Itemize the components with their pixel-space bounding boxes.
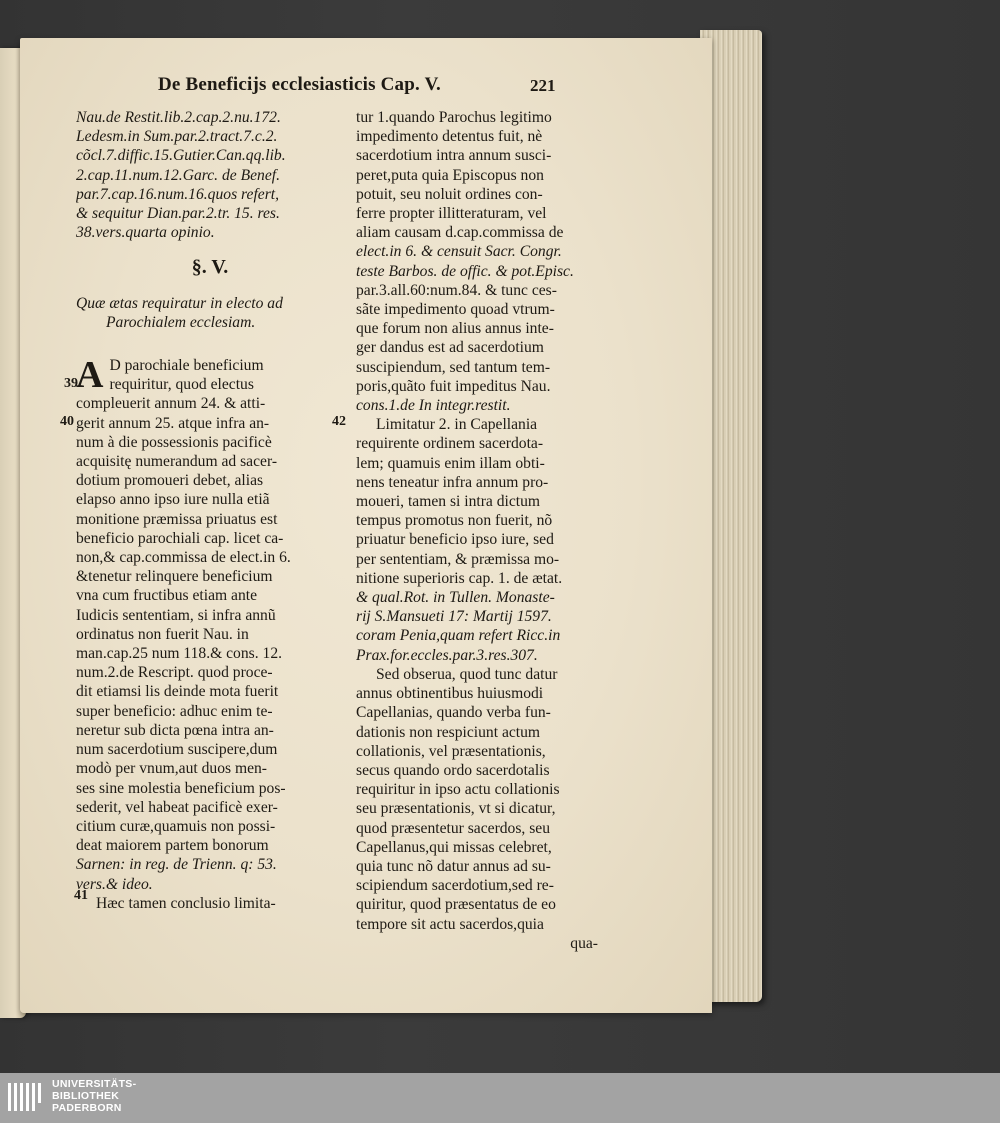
library-logo-text [52,1078,136,1114]
text-line: ger dandus est ad sacerdotium [356,339,544,357]
section-title: §. V. [191,256,229,279]
body-paragraph [76,356,344,913]
text-line: cons.1.de In integr.restit. [356,397,511,415]
text-line: seu præsentationis, vt si dicatur, [356,800,556,818]
right-column [356,108,606,953]
text-line: elect.in 6. & censuit Sacr. Congr. [356,243,562,261]
text-line: impedimento detentus fuit, nè [356,128,543,146]
text-line: rij S.Mansueti 17: Martij 1597. [356,608,552,626]
text-line: priuatur beneficio ipso iure, sed [356,531,554,549]
citation-block [76,108,344,242]
text-line: que forum non alius annus inte- [356,320,554,338]
text-line: requiritur, quod electus [109,376,254,394]
text-line: beneficio parochiali cap. licet ca- [76,529,284,547]
text-line: Sarnen: in reg. de Trienn. q: 53. [76,856,277,874]
text-line: dationis non respiciunt actum [356,723,541,741]
text-line: suscipiendum, sed tantum tem- [356,358,551,376]
text-line: acquisitę numerandum ad sacer- [76,453,278,471]
text-line: sederit, vel habeat pacificè exer- [76,798,278,816]
text-line: sãte impedimento quoad vtrum- [356,301,555,319]
text-line: quod præsentetur sacerdos, seu [356,819,551,837]
text-line: non,& cap.commissa de elect.in 6. [76,549,291,567]
left-column [76,108,344,913]
text-line: Limitatur 2. in Capellania [376,416,538,434]
text-line: Prax.for.eccles.par.3.res.307. [356,646,538,664]
text-line: par.3.all.60:num.84. & tunc ces- [356,281,557,299]
running-head: De Beneficijs ecclesiasticis Cap. V. [158,74,442,95]
text-line: cõcl.7.diffic.15.Gutier.Can.qq.lib. [76,147,286,165]
text-line: per sententiam, & præmissa mo- [356,550,560,568]
text-line: 2.cap.11.num.12.Garc. de Benef. [76,166,280,184]
drop-cap: A [76,354,104,397]
text-line: collationis, vel præsentationis, [356,742,546,760]
text-line: vers.& ideo. [76,875,153,893]
subheading-line: Quæ ætas requiratur in electo ad [76,294,283,312]
logo-line: PADERBORN [52,1102,122,1114]
margin-number-41: 41 [74,888,88,903]
margin-number-40: 40 [60,414,74,429]
subheading-line: Parochialem ecclesiam. [106,313,256,331]
text-line: vna cum fructibus etiam ante [76,587,257,605]
text-line: num.2.de Rescript. quod proce- [76,664,273,682]
library-footer-bar [0,1073,1000,1123]
book-page [20,38,712,1013]
text-line: coram Penia,quam refert Ricc.in [356,627,561,645]
text-line: tur 1.quando Parochus legitimo [356,109,552,126]
margin-number-39: 39 [64,376,78,391]
text-line: deat maiorem partem bonorum [76,837,269,855]
text-line: par.7.cap.16.num.16.quos refert, [76,185,279,203]
text-line: super beneficio: adhuc enim te- [76,702,273,720]
text-line: Iudicis sententiam, si infra annũ [76,606,276,624]
text-line: compleuerit annum 24. & atti- [76,395,266,413]
text-line: D parochiale beneficium [109,357,264,375]
text-line: Capellanias, quando verba fun- [356,704,551,722]
text-line: aliam causam d.cap.commissa de [356,224,564,242]
text-line: & sequitur Dian.par.2.tr. 15. res. [76,205,280,223]
text-line: modò per vnum,aut duos men- [76,760,267,778]
text-line: potuit, seu noluit ordines con- [356,185,543,203]
text-line: & qual.Rot. in Tullen. Monaste- [356,589,555,607]
text-line: nitione superioris cap. 1. de ætat. [356,569,563,587]
text-line: quia tunc nõ datur annus ad su- [356,857,551,875]
text-line: moueri, tamen si intra dictum [356,493,541,511]
text-line: 38.vers.quarta opinio. [76,224,215,242]
text-line: scipiendum sacerdotium,sed re- [356,877,554,895]
text-line: lem; quamuis enim illam obti- [356,454,545,472]
text-line: ordinatus non fuerit Nau. in [76,625,249,643]
text-line: Nau.de Restit.lib.2.cap.2.nu.172. [76,109,281,126]
text-line: poris,quãto fuit impeditus Nau. [356,377,551,395]
text-line: quiritur, quod præsentatus de eo [356,896,556,914]
text-line: tempore sit actu sacerdos,quia [356,915,544,933]
text-line: requirente ordinem sacerdota- [356,435,544,453]
text-line: man.cap.25 num 118.& cons. 12. [76,645,283,663]
text-line: sacerdotium intra annum susci- [356,147,552,165]
text-line: Ledesm.in Sum.par.2.tract.7.c.2. [76,128,278,146]
text-line: dit etiamsi lis deinde mota fuerit [76,683,279,701]
logo-line: UNIVERSITÄTS- [52,1078,137,1090]
text-line: neretur sub dicta pœna intra an- [76,721,274,739]
text-line: &tenetur relinquere beneficium [76,568,273,586]
margin-number-42: 42 [332,414,346,429]
text-line: ses sine molestia beneficium pos- [76,779,286,797]
text-line: annus obtinentibus huiusmodi [356,685,544,703]
text-line: gerit annum 25. atque infra an- [76,414,270,432]
text-line: num à die possessionis pacificè [76,433,272,451]
text-line: Capellanus,qui missas celebret, [356,838,552,856]
text-line: requiritur in ipso actu collationis [356,781,560,799]
text-line: dotium promoueri debet, alias [76,472,264,490]
text-line: secus quando ordo sacerdotalis [356,761,550,779]
text-line: Hæc tamen conclusio limita- [96,894,276,912]
text-line: ferre propter illitteraturam, vel [356,205,547,223]
logo-line: BIBLIOTHEK [52,1090,120,1102]
text-line: tempus promotus non fuerit, nõ [356,512,553,530]
text-line: num sacerdotium suscipere,dum [76,741,278,759]
text-line: nens teneatur infra annum pro- [356,473,549,491]
text-line: teste Barbos. de offic. & pot.Episc. [356,262,574,280]
text-line: elapso anno ipso iure nulla etiã [76,491,270,509]
catchword: qua- [570,934,598,952]
text-line: monitione præmissa priuatus est [76,510,278,528]
text-line: citium curæ,quamuis non possi- [76,817,276,835]
text-line: peret,puta quia Episcopus non [356,166,544,184]
library-logo-icon [6,1077,46,1117]
page-number: 221 [530,76,556,95]
text-line: Sed obserua, quod tunc datur [376,665,558,683]
